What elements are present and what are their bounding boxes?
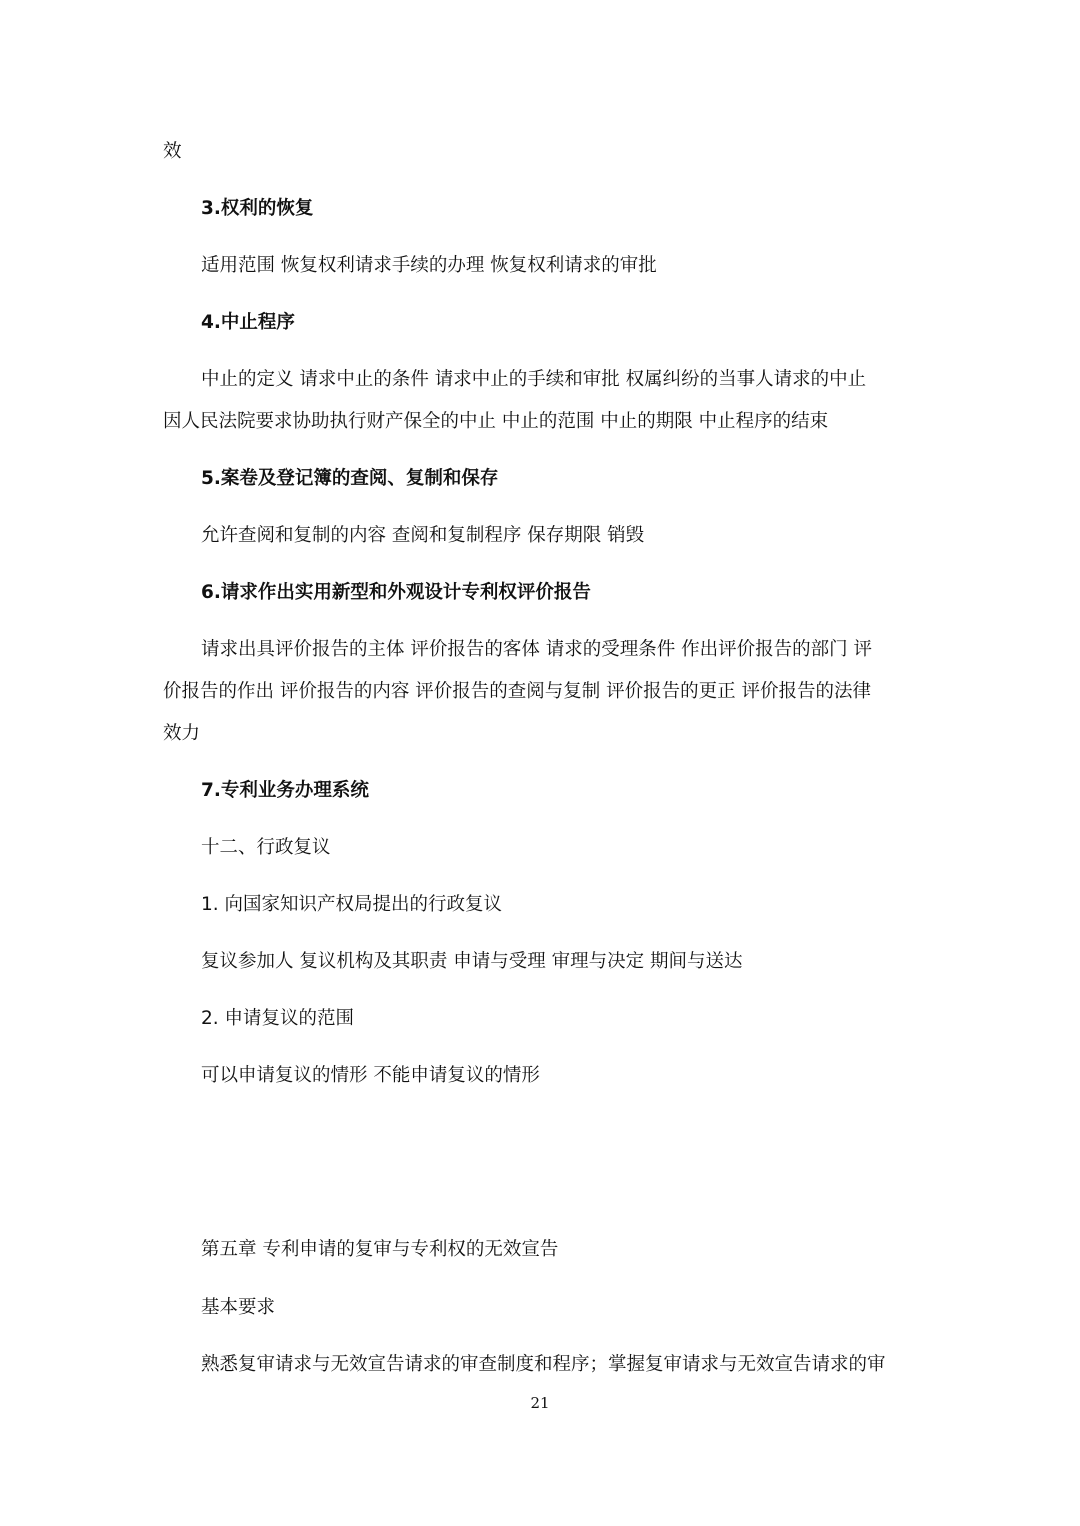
text-line: 价报告的作出 评价报告的内容 评价报告的查阅与复制 评价报告的更正 评价报告的法律 [163,681,872,702]
subsection-heading: 1. 向国家知识产权局提出的行政复议 [201,894,503,915]
text-line: 效 [163,141,182,162]
text-line: 可以申请复议的情形 不能申请复议的情形 [201,1065,540,1086]
text-line: 中止的定义 请求中止的条件 请求中止的手续和审批 权属纠纷的当事人请求的中止 [201,369,867,390]
section-heading: 7.专利业务办理系统 [201,780,369,801]
section-heading: 6.请求作出实用新型和外观设计专利权评价报告 [201,582,591,603]
text-line: 熟悉复审请求与无效宣告请求的审查制度和程序；掌握复审请求与无效宣告请求的审 [201,1354,886,1375]
section-heading: 4.中止程序 [201,312,295,333]
text-line: 适用范围 恢复权利请求手续的办理 恢复权利请求的审批 [201,255,657,276]
section-heading: 基本要求 [201,1297,276,1318]
text-line: 效力 [163,723,201,744]
chapter-title: 第五章 专利申请的复审与专利权的无效宣告 [201,1239,559,1260]
text-line: 因人民法院要求协助执行财产保全的中止 中止的范围 中止的期限 中止程序的结束 [163,411,829,432]
section-heading: 3.权利的恢复 [201,198,314,219]
text-line: 复议参加人 复议机构及其职责 申请与受理 审理与决定 期间与送达 [201,951,743,972]
subsection-heading: 2. 申请复议的范围 [201,1008,355,1029]
text-line: 请求出具评价报告的主体 评价报告的客体 请求的受理条件 作出评价报告的部门 评 [201,639,873,660]
page-number: 21 [530,1394,550,1412]
text-line: 允许查阅和复制的内容 查阅和复制程序 保存期限 销毁 [201,525,645,546]
section-heading: 5.案卷及登记簿的查阅、复制和保存 [201,468,499,489]
chapter-section-heading: 十二、行政复议 [201,837,331,858]
